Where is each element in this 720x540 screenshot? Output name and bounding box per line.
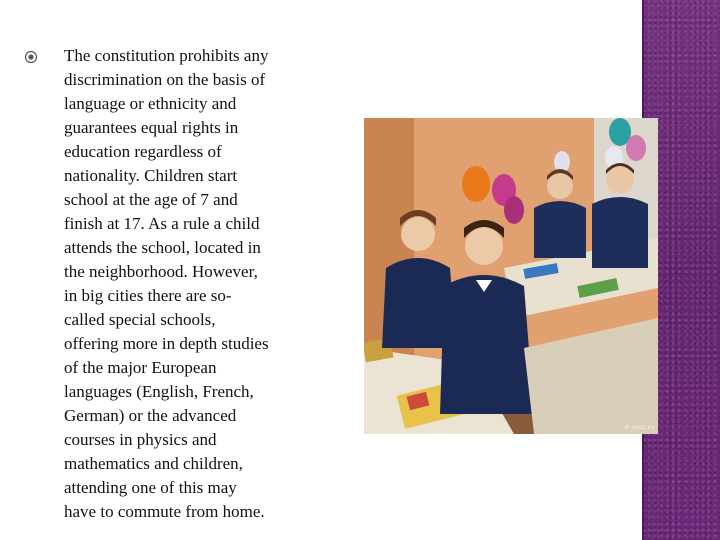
classroom-photo — [364, 118, 658, 434]
circle-bullet-icon — [24, 50, 38, 64]
body-text-paragraph: The constitution prohibits any discrimination on the basis of language or ethnicity and guarantees equal rights in education regardless of nationality. Children start school at the age of 7 and finish at 17. As a rule a child attends the school, located in the neighborhood. However, in big cities there are so- called special schools, offering more in depth studies of the major European languages (English, French, German) or the advanced courses in physics and mathematics and children, attending one of this may have to commute from home. — [64, 46, 269, 521]
photo-watermark: © ucoz.ru — [623, 424, 654, 431]
